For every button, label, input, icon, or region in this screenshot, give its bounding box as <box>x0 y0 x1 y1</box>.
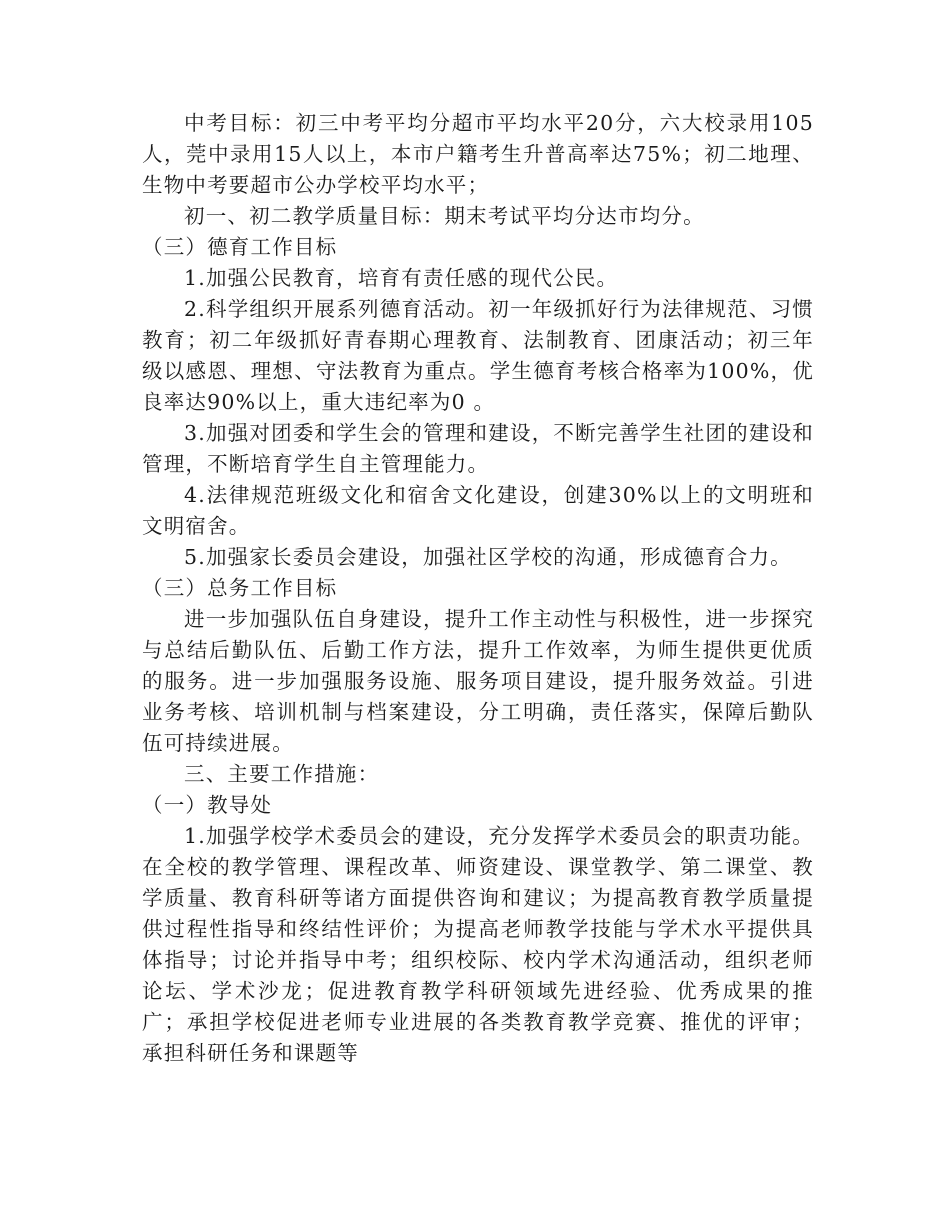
paragraph-moral-item-2: 2.科学组织开展系列德育活动。初一年级抓好行为法律规范、习惯教育；初二年级抓好青春期心理教育、法制教育、团康活动；初三年级以感恩、理想、守法教育为重点。学生德育考核合格率为100%，优良率达90%以上，重大违纪率为0 。 <box>142 297 814 414</box>
paragraph-moral-item-4: 4.法律规范班级文化和宿舍文化建设，创建30%以上的文明班和文明宿舍。 <box>142 483 814 538</box>
paragraph-moral-item-5: 5.加强家长委员会建设，加强社区学校的沟通，形成德育合力。 <box>184 545 792 569</box>
section-heading-moral-education: （三）德育工作目标 <box>142 235 338 259</box>
section-heading-academic-office: （一）教导处 <box>142 793 273 817</box>
paragraph-moral-item-1: 1.加强公民教育，培育有责任感的现代公民。 <box>184 266 619 290</box>
paragraph-exam-goals: 中考目标：初三中考平均分超市平均水平20分，六大校录用105人，莞中录用15人以上，本市户籍考生升普高率达75%；初二地理、生物中考要超市公办学校平均水平； <box>142 111 814 197</box>
paragraph-grade-quality-goals: 初一、初二教学质量目标：期末考试平均分达市均分。 <box>184 204 705 228</box>
section-heading-main-measures: 三、主要工作措施： <box>184 762 380 786</box>
paragraph-academic-item-1: 1.加强学校学术委员会的建设，充分发挥学术委员会的职责功能。在全校的教学管理、课程改革、师资建设、课堂教学、第二课堂、教学质量、教育科研等诸方面提供咨询和建议；为提高教育教学质量提供过程性指导和终结性评价；为提高老师教学技能与学术水平提供具体指导；讨论并指导中考；组织校际、校内学术沟通活动，组织老师论坛、学术沙龙；促进教育教学科研领域先进经验、优秀成果的推广；承担学校促进老师专业进展的各类教育教学竞赛、推优的评审；承担科研任务和课题等 <box>142 824 814 1065</box>
paragraph-general-affairs: 进一步加强队伍自身建设，提升工作主动性与积极性，进一步探究与总结后勤队伍、后勤工作方法，提升工作效率，为师生提供更优质的服务。进一步加强服务设施、服务项目建设，提升服务效益。引进业务考核、培训机制与档案建设，分工明确，责任落实，保障后勤队伍可持续进展。 <box>142 607 814 755</box>
section-heading-general-affairs: （三）总务工作目标 <box>142 576 338 600</box>
paragraph-moral-item-3: 3.加强对团委和学生会的管理和建设，不断完善学生社团的建设和管理，不断培育学生自主管理能力。 <box>142 421 814 476</box>
document-body <box>142 108 814 1069</box>
